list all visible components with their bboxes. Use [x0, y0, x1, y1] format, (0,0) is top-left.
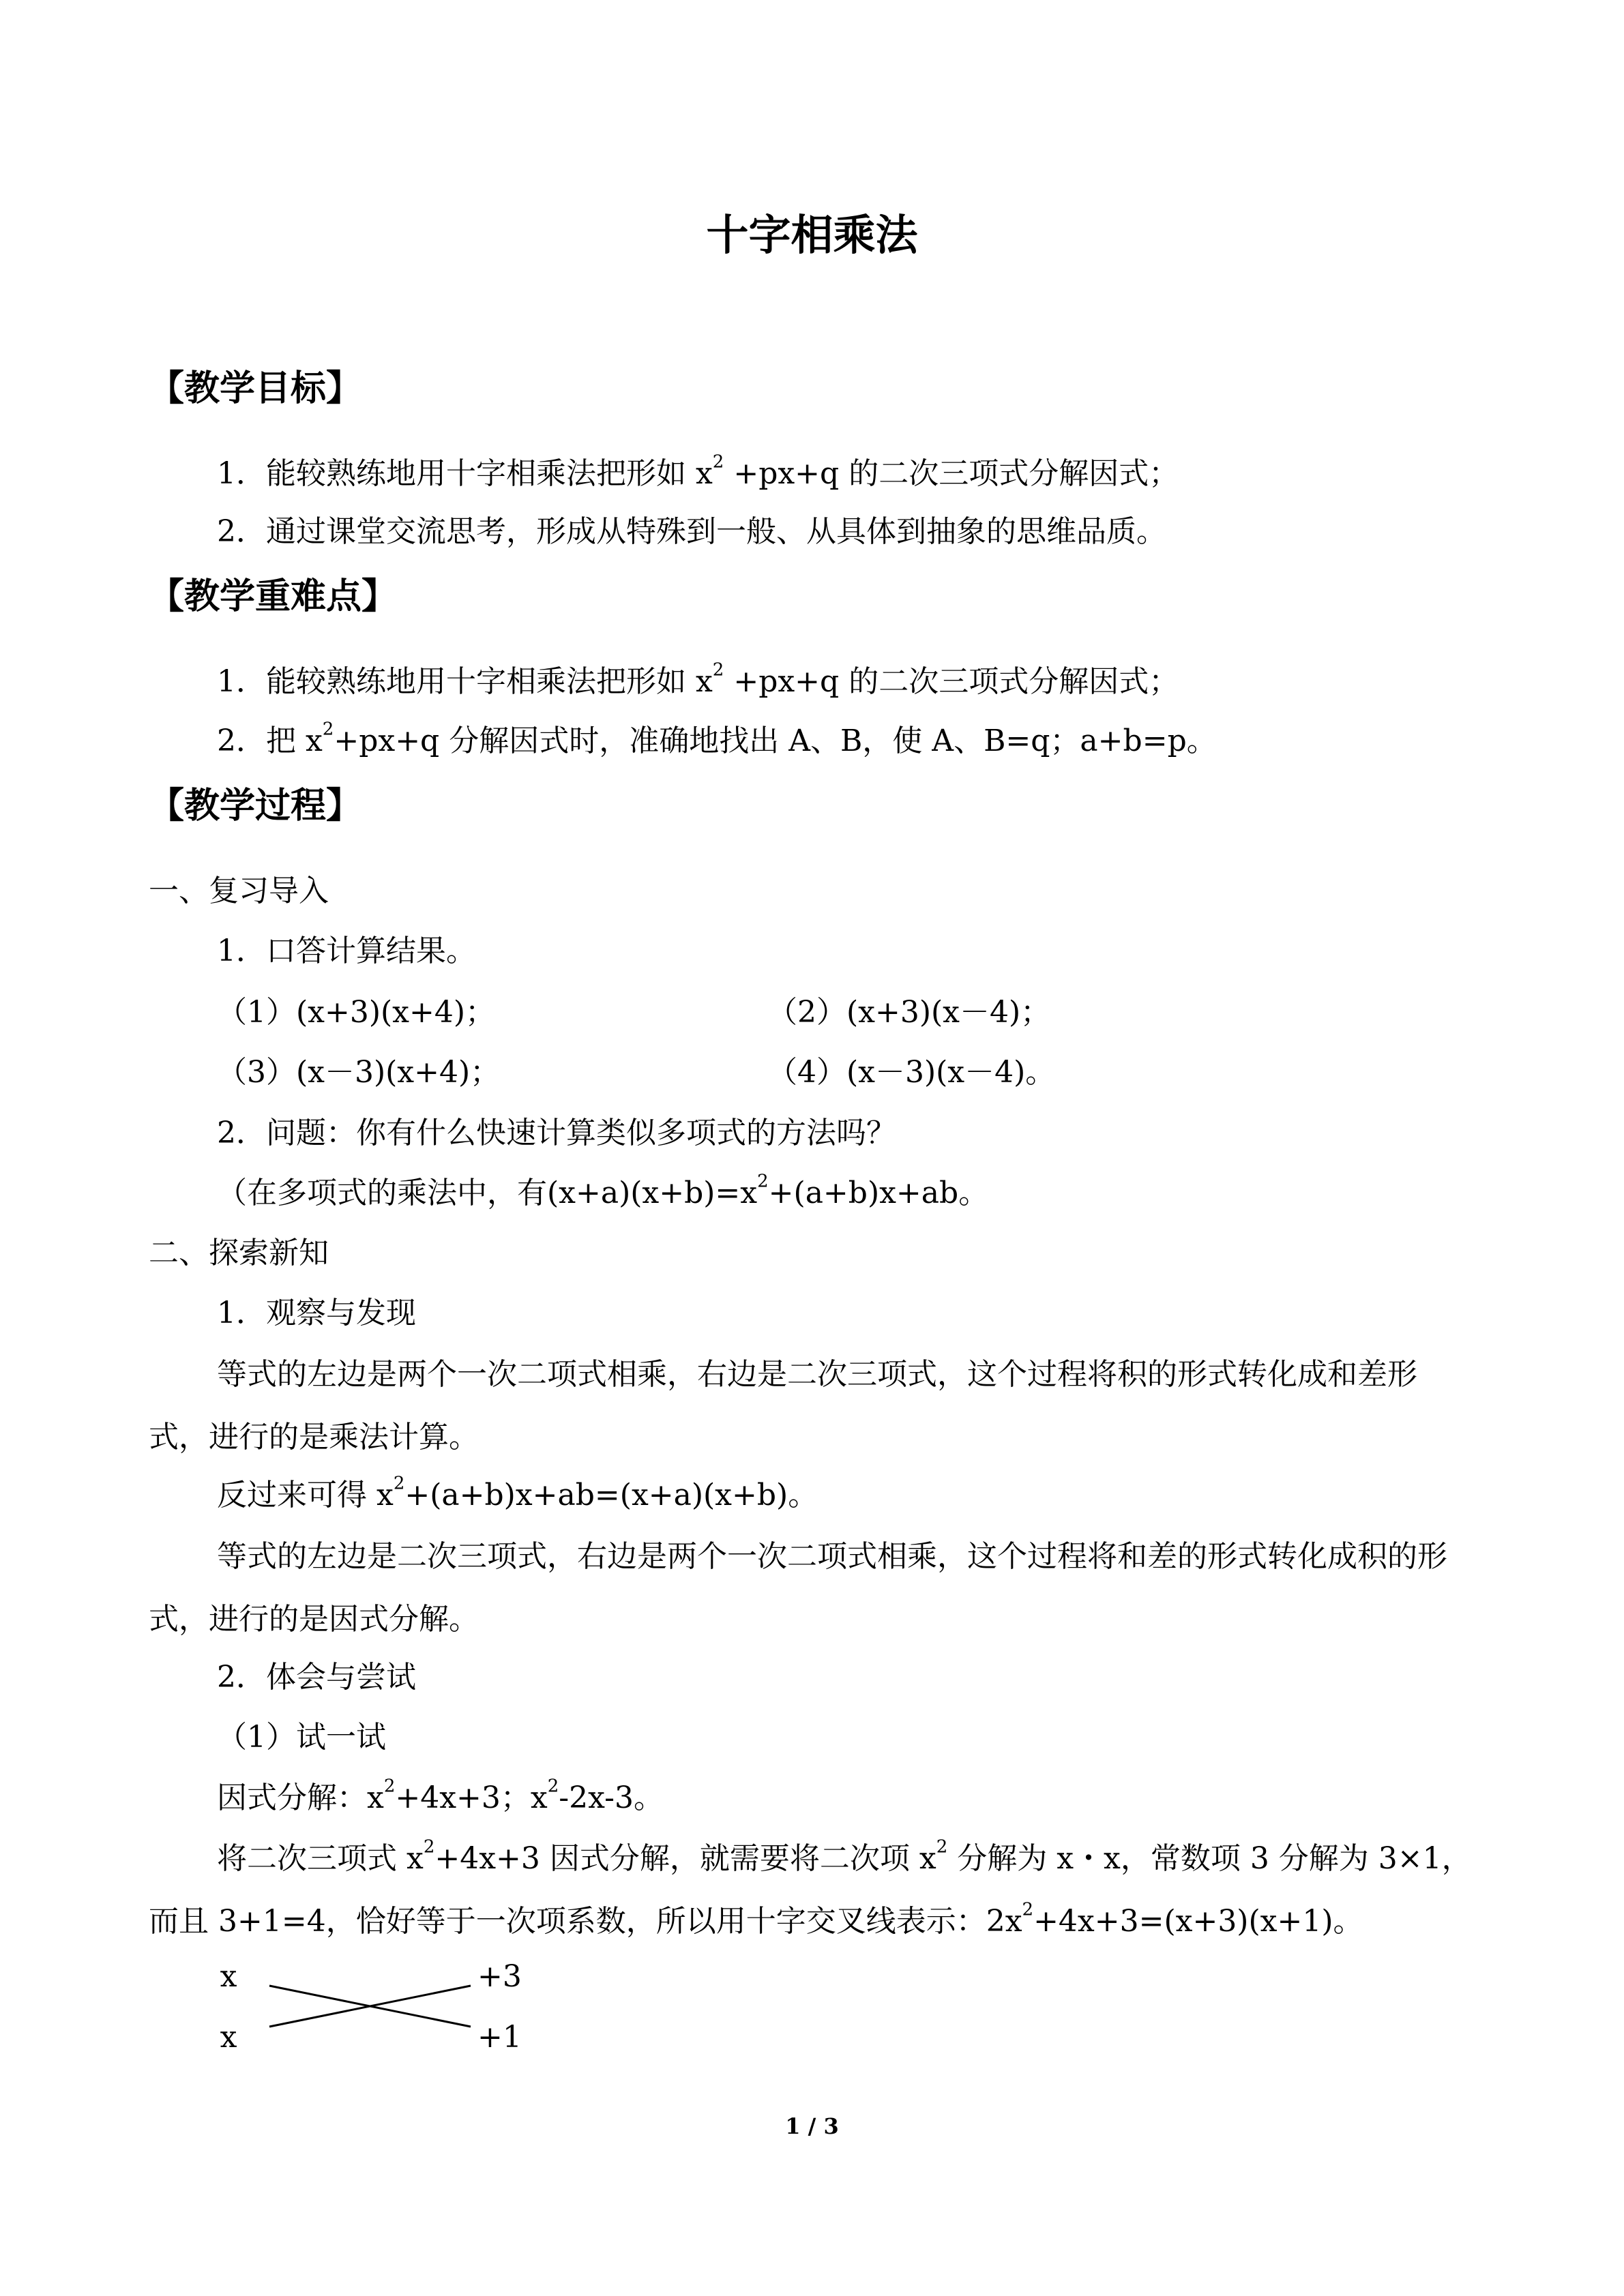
part2-title: 二、探索新知	[149, 1236, 329, 1270]
page-title: 十字相乘法	[706, 210, 918, 260]
cross-right-top: +3	[477, 1959, 522, 1994]
exercise-2: （2）(x+3)(x－4)；	[767, 995, 1051, 1030]
cross-left-bottom: x	[220, 2020, 237, 2055]
keypoints-heading: 【教学重难点】	[149, 576, 398, 617]
part1-item-1: 1．口答计算结果。	[217, 934, 476, 968]
page-number: 1 / 3	[785, 2113, 839, 2139]
part2-paragraph-1: 等式的左边是两个一次二项式相乘，右边是二次三项式，这个过程将积的形式转化成和差形式，进行的是乘法计算。	[149, 1357, 1417, 1455]
part2-factor-task: 因式分解：$x^2+4x+3$；$x^2-2x-3$。	[217, 1776, 664, 1815]
keypoints-item-2: 2．把 $x^2+px+q$ 分解因式时，准确地找出 A、B，使 A、B=q；a+b=p。	[217, 719, 1217, 758]
cross-right-bottom: +1	[477, 2020, 522, 2055]
part1-item-2: 2．问题：你有什么快速计算类似多项式的方法吗？	[217, 1116, 896, 1150]
part1-note: （在多项式的乘法中，有$(x+a)(x+b)=x^2+(a+b)x+ab$。	[217, 1171, 989, 1210]
goals-heading: 【教学目标】	[149, 368, 362, 409]
cross-left-top: x	[220, 1959, 237, 1994]
part2-item-2: 2．体会与尝试	[217, 1660, 416, 1695]
part2-item-1: 1．观察与发现	[217, 1296, 416, 1330]
part1-title: 一、复习导入	[149, 874, 329, 908]
cross-diagram	[205, 1957, 559, 2066]
part2-paragraph-4: 将二次三项式 $x^2+4x+3$ 因式分解，就需要将二次项 $x^2$ 分解为 x・x，常数项 3 分解为 3×1，而且 3+1=4，恰好等于一次项系数，所以用十字交叉线表示：$2x^2+4x+3=(x+3)(x+1)$。	[149, 1836, 1472, 1939]
goals-item-1: 1．能较熟练地用十字相乘法把形如 $x^2 +px+q$ 的二次三项式分解因式；	[217, 451, 1179, 491]
part2-try: （1）试一试	[217, 1720, 386, 1755]
exercise-4: （4）(x－3)(x－4)。	[767, 1055, 1056, 1090]
exercise-3: （3）(x－3)(x+4)；	[217, 1055, 501, 1090]
keypoints-item-1: 1．能较熟练地用十字相乘法把形如 $x^2 +px+q$ 的二次三项式分解因式；	[217, 659, 1179, 699]
exercise-1: （1）(x+3)(x+4)；	[217, 995, 496, 1030]
goals-item-2: 2．通过课堂交流思考，形成从特殊到一般、从具体到抽象的思维品质。	[217, 514, 1166, 549]
part2-paragraph-2: 反过来可得 $x^2+(a+b)x+ab=(x+a)(x+b)$。	[217, 1473, 818, 1512]
process-heading: 【教学过程】	[149, 786, 362, 826]
part2-paragraph-3: 等式的左边是二次三项式，右边是两个一次二项式相乘，这个过程将和差的形式转化成积的形式，进行的是因式分解。	[149, 1539, 1447, 1637]
